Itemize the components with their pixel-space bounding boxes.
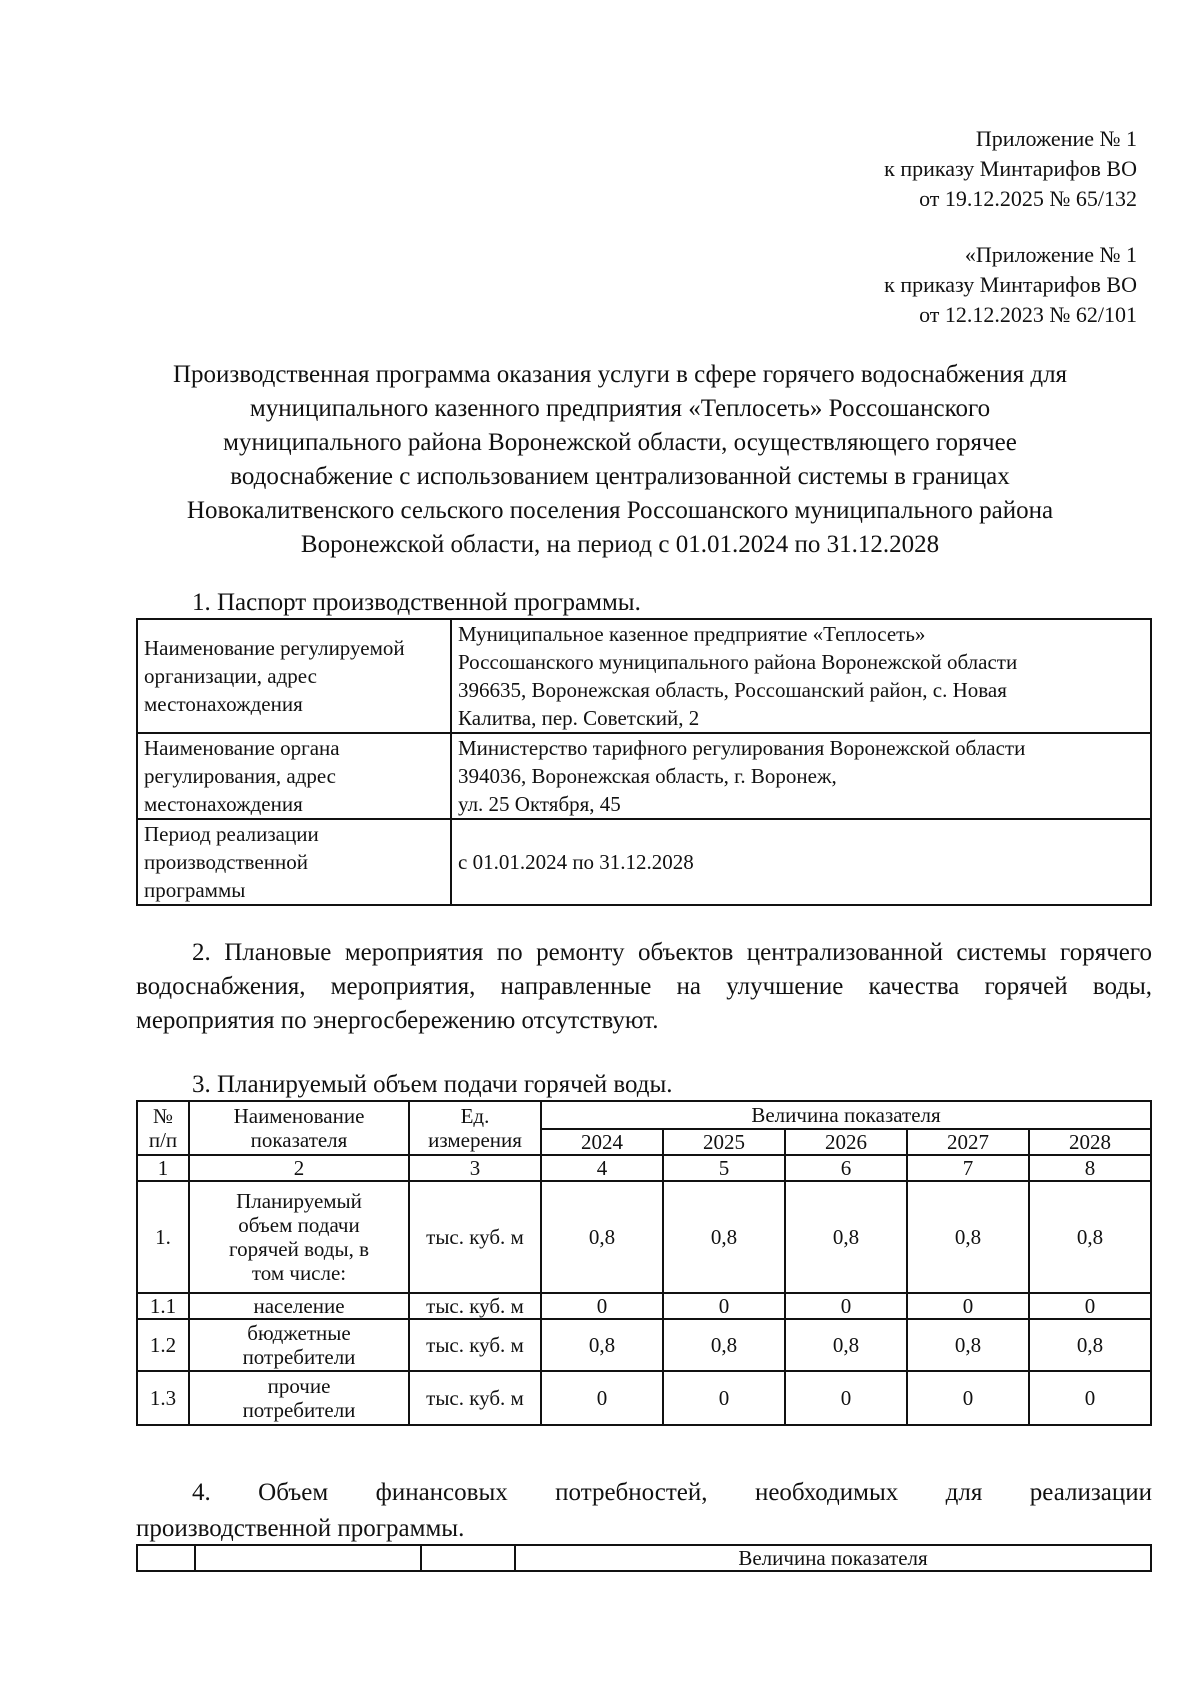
row-value: 0,8	[785, 1181, 907, 1293]
row-value: 0,8	[541, 1181, 663, 1293]
cell-line: потребители	[242, 1398, 356, 1422]
title-line: муниципального района Воронежской области, осуществляющего горячее	[223, 429, 1017, 456]
table-row	[137, 1181, 1151, 1293]
row-value: 0	[907, 1293, 1029, 1319]
table-cell-label	[137, 733, 451, 819]
index-cell: 8	[1029, 1155, 1151, 1181]
cell-line: население	[253, 1294, 345, 1318]
row-value: 0,8	[907, 1319, 1029, 1371]
index-cell: 1	[137, 1155, 189, 1181]
document-title	[120, 358, 1120, 562]
section-1-heading: 1. Паспорт производственной программы.	[192, 589, 641, 616]
cell-line: с 01.01.2024 по 31.12.2028	[458, 850, 694, 874]
row-value: 0	[541, 1371, 663, 1425]
cell-line: производственной	[144, 850, 308, 874]
table-cell-label	[137, 619, 451, 733]
cell-line: п/п	[148, 1128, 178, 1152]
cell-line: объем подачи	[238, 1213, 360, 1237]
row-num: 1.	[137, 1181, 189, 1293]
appendix-order-ref: к приказу Минтарифов ВО	[884, 156, 1137, 181]
cell-line: 396635, Воронежская область, Россошанский район, с. Новая	[458, 678, 1007, 702]
index-cell: 4	[541, 1155, 663, 1181]
table-row	[137, 619, 1151, 733]
index-row	[137, 1155, 1151, 1181]
index-cell: 5	[663, 1155, 785, 1181]
row-value: 0	[907, 1371, 1029, 1425]
title-line: Новокалитвенского сельского поселения Россошанского муниципального района	[186, 497, 1054, 524]
year-cell: 2026	[785, 1129, 907, 1155]
row-value: 0	[1029, 1371, 1151, 1425]
appendix-number: «Приложение № 1	[964, 242, 1137, 267]
row-value: 0,8	[1029, 1181, 1151, 1293]
table-header-row	[137, 1101, 1151, 1129]
row-value: 0	[663, 1371, 785, 1425]
cell-line: программы	[144, 878, 246, 902]
row-num: 1.2	[137, 1319, 189, 1371]
header-cell-num	[137, 1101, 189, 1155]
table-row	[137, 1319, 1151, 1371]
cell-line: местонахождения	[144, 692, 303, 716]
title-line: Производственная программа оказания услуги в сфере горячего водоснабжения для	[172, 361, 1068, 388]
row-unit: тыс. куб. м	[409, 1371, 541, 1425]
index-cell: 7	[907, 1155, 1029, 1181]
row-name	[189, 1371, 409, 1425]
header-cell-name	[189, 1101, 409, 1155]
finance-table	[136, 1544, 1152, 1572]
row-num: 1.1	[137, 1293, 189, 1319]
table-header-row	[137, 1545, 1151, 1571]
cell-line: Министерство тарифного регулирования Воронежской области	[458, 736, 1026, 760]
year-cell: 2024	[541, 1129, 663, 1155]
row-name	[189, 1181, 409, 1293]
row-value: 0,8	[785, 1319, 907, 1371]
cell-line: горячей воды, в	[229, 1237, 369, 1261]
cell-line: Ед.	[460, 1104, 490, 1128]
cell-line: Россошанского муниципального района Воронежской области	[458, 650, 1018, 674]
cell-line: ул. 25 Октября, 45	[458, 792, 621, 816]
header-cell-empty	[195, 1545, 421, 1571]
header-cell-value: Величина показателя	[515, 1545, 1151, 1571]
table-row	[137, 733, 1151, 819]
section-2-text: 2. Плановые мероприятия по ремонту объектов централизованной системы горячего водоснабжения, мероприятия, направленные на улучшение качества горячей воды, мероприятия по энергосбережению отсутствуют.	[136, 939, 1152, 1034]
row-value: 0,8	[663, 1319, 785, 1371]
title-line: водоснабжение с использованием централизованной системы в границах	[230, 463, 1010, 490]
cell-line: 394036, Воронежская область, г. Воронеж,	[458, 764, 837, 788]
header-cell-value: Величина показателя	[541, 1101, 1151, 1129]
table-row	[137, 1371, 1151, 1425]
row-unit: тыс. куб. м	[409, 1319, 541, 1371]
volume-table	[136, 1100, 1152, 1426]
appendix-order-ref: к приказу Минтарифов ВО	[884, 272, 1137, 297]
appendix-header-original	[884, 240, 1137, 330]
row-unit: тыс. куб. м	[409, 1293, 541, 1319]
cell-line: Период реализации	[144, 822, 319, 846]
index-cell: 2	[189, 1155, 409, 1181]
cell-line: Наименование органа	[144, 736, 340, 760]
passport-table	[136, 618, 1152, 906]
cell-line: измерения	[428, 1128, 522, 1152]
cell-line: показателя	[250, 1128, 348, 1152]
index-cell: 3	[409, 1155, 541, 1181]
cell-line: Наименование	[233, 1104, 365, 1128]
appendix-number: Приложение № 1	[975, 126, 1137, 151]
cell-line: потребители	[242, 1345, 356, 1369]
appendix-header-current	[884, 124, 1137, 214]
title-line: муниципального казенного предприятия «Теплосеть» Россошанского	[249, 395, 991, 422]
table-cell-value	[451, 619, 1151, 733]
title-line: Воронежской области, на период с 01.01.2024 по 31.12.2028	[300, 531, 940, 558]
cell-line: Калитва, пер. Советский, 2	[458, 706, 700, 730]
cell-line: Наименование регулируемой	[144, 636, 405, 660]
cell-line: Муниципальное казенное предприятие «Теплосеть»	[458, 622, 926, 646]
section-3-heading: 3. Планируемый объем подачи горячей воды.	[192, 1071, 673, 1098]
header-cell-empty	[137, 1545, 195, 1571]
table-row	[137, 1293, 1151, 1319]
table-row	[137, 819, 1151, 905]
cell-line: бюджетные	[247, 1321, 351, 1345]
cell-line: организации, адрес	[144, 664, 317, 688]
year-cell: 2027	[907, 1129, 1029, 1155]
section-4-text-cont: производственной программы.	[136, 1515, 465, 1542]
year-cell: 2028	[1029, 1129, 1151, 1155]
header-cell-empty	[421, 1545, 515, 1571]
cell-line: Планируемый	[236, 1189, 362, 1213]
year-cell: 2025	[663, 1129, 785, 1155]
table-cell-value	[451, 819, 1151, 905]
row-num: 1.3	[137, 1371, 189, 1425]
row-value: 0	[663, 1293, 785, 1319]
row-value: 0,8	[663, 1181, 785, 1293]
cell-line: прочие	[267, 1374, 331, 1398]
cell-line: №	[152, 1104, 174, 1128]
table-cell-label	[137, 819, 451, 905]
row-value: 0	[785, 1371, 907, 1425]
cell-line: регулирования, адрес	[144, 764, 336, 788]
cell-line: местонахождения	[144, 792, 303, 816]
row-value: 0	[541, 1293, 663, 1319]
appendix-order-date: от 12.12.2023 № 62/101	[919, 302, 1137, 327]
row-value: 0,8	[907, 1181, 1029, 1293]
row-name	[189, 1293, 409, 1319]
table-cell-value	[451, 733, 1151, 819]
appendix-order-date: от 19.12.2025 № 65/132	[919, 186, 1137, 211]
row-name	[189, 1319, 409, 1371]
cell-line: том числе:	[251, 1261, 347, 1285]
row-value: 0	[1029, 1293, 1151, 1319]
row-value: 0	[785, 1293, 907, 1319]
section-4-text: 4. Объем финансовых потребностей, необходимых для реализации	[192, 1479, 1152, 1506]
header-cell-unit	[409, 1101, 541, 1155]
index-cell: 6	[785, 1155, 907, 1181]
row-value: 0,8	[1029, 1319, 1151, 1371]
row-value: 0,8	[541, 1319, 663, 1371]
row-unit: тыс. куб. м	[409, 1181, 541, 1293]
